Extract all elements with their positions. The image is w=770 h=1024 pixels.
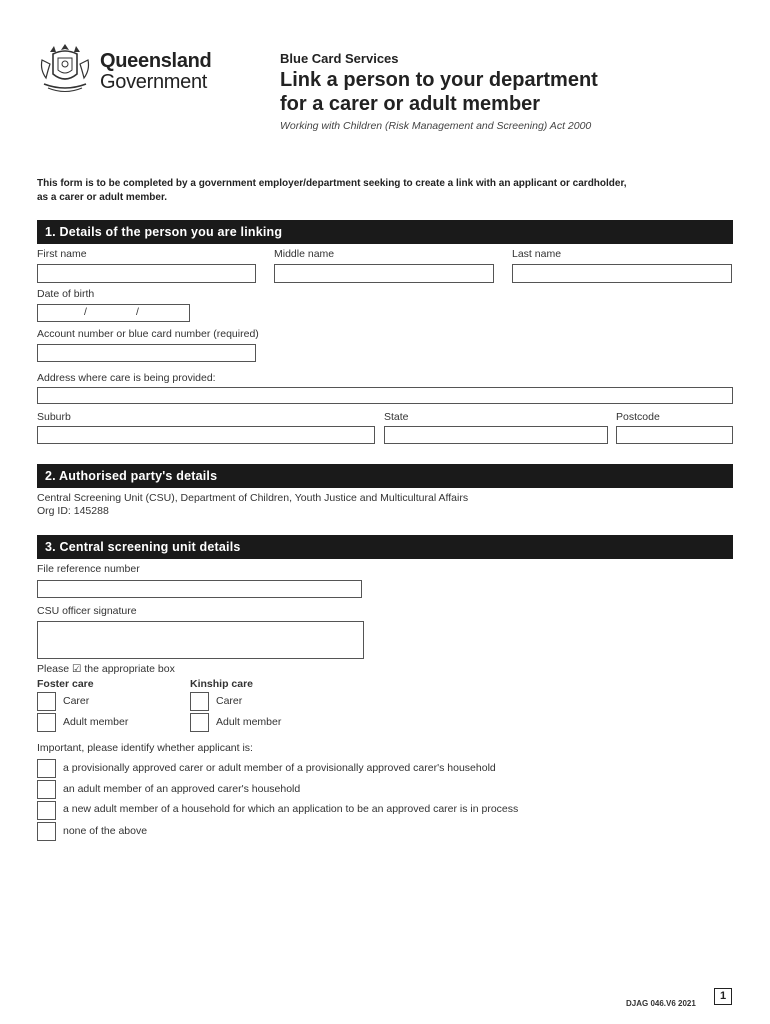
kinship-carer-label: Carer [216,695,243,707]
suburb-field[interactable] [37,426,375,444]
option-none-label: none of the above [63,825,148,837]
intro-line1: This form is to be completed by a government employer/department seeking to create a link with an applicant or cardholder, [37,178,627,189]
form-code: DJAG 046.V6 2021 [626,999,696,1008]
postcode-label: Postcode [616,411,660,423]
form-title-line2: for a carer or adult member [280,93,541,115]
state-field[interactable] [384,426,608,444]
authorised-party-name: Central Screening Unit (CSU), Department of Children, Youth Justice and Multicultural Affairs [37,492,469,504]
section-3-header: 3. Central screening unit details [37,535,733,559]
kinship-adult-member-checkbox[interactable] [190,713,209,732]
important-label: Important, please identify whether applicant is: [37,742,253,754]
section-1-header: 1. Details of the person you are linking [37,220,733,244]
foster-care-heading: Foster care [37,678,94,690]
logo-text-queensland: Queensland [100,50,212,72]
foster-adult-member-label: Adult member [63,716,129,728]
dob-label: Date of birth [37,288,95,300]
option-provisional-checkbox[interactable] [37,759,56,778]
address-label: Address where care is being provided: [37,372,216,384]
option-approved-household-checkbox[interactable] [37,780,56,799]
account-number-field[interactable] [37,344,256,362]
form-subtitle: Blue Card Services [280,51,399,66]
section-2-header: 2. Authorised party's details [37,464,733,488]
kinship-carer-checkbox[interactable] [190,692,209,711]
middle-name-label: Middle name [274,248,335,260]
option-new-adult-member-checkbox[interactable] [37,801,56,820]
foster-carer-label: Carer [63,695,90,707]
intro-text [37,177,717,205]
first-name-label: First name [37,248,87,260]
last-name-field[interactable] [512,264,732,283]
last-name-label: Last name [512,248,562,260]
dob-field[interactable] [37,304,190,322]
option-new-adult-member-label: a new adult member of a household for which an application to be an approved carer is in process [63,803,519,815]
option-none-checkbox[interactable] [37,822,56,841]
first-name-field[interactable] [37,264,256,283]
please-tick-label: Please ☑ the appropriate box [37,663,175,675]
authorised-party-org-id: Org ID: 145288 [37,505,109,517]
signature-field[interactable] [37,621,364,659]
dob-separator-2: / [136,306,139,318]
address-field[interactable] [37,387,733,404]
kinship-adult-member-label: Adult member [216,716,282,728]
file-reference-field[interactable] [37,580,362,598]
state-label: State [384,411,409,423]
file-reference-label: File reference number [37,563,140,575]
form-title-line1: Link a person to your department [280,69,598,91]
kinship-care-heading: Kinship care [190,678,254,690]
suburb-label: Suburb [37,411,71,423]
option-provisional-label: a provisionally approved carer or adult member of a provisionally approved carer's household [63,762,496,774]
option-approved-household-label: an adult member of an approved carer's household [63,783,301,795]
queensland-crest-logo [36,40,94,98]
foster-carer-checkbox[interactable] [37,692,56,711]
account-number-label: Account number or blue card number (required) [37,328,259,340]
page-number: 1 [714,988,732,1005]
middle-name-field[interactable] [274,264,494,283]
postcode-field[interactable] [616,426,733,444]
act-reference: Working with Children (Risk Management and Screening) Act 2000 [280,120,592,132]
signature-label: CSU officer signature [37,605,137,617]
foster-adult-member-checkbox[interactable] [37,713,56,732]
logo-text-government: Government [100,71,208,93]
dob-separator-1: / [84,306,87,318]
intro-line2: as a carer or adult member. [37,192,168,203]
